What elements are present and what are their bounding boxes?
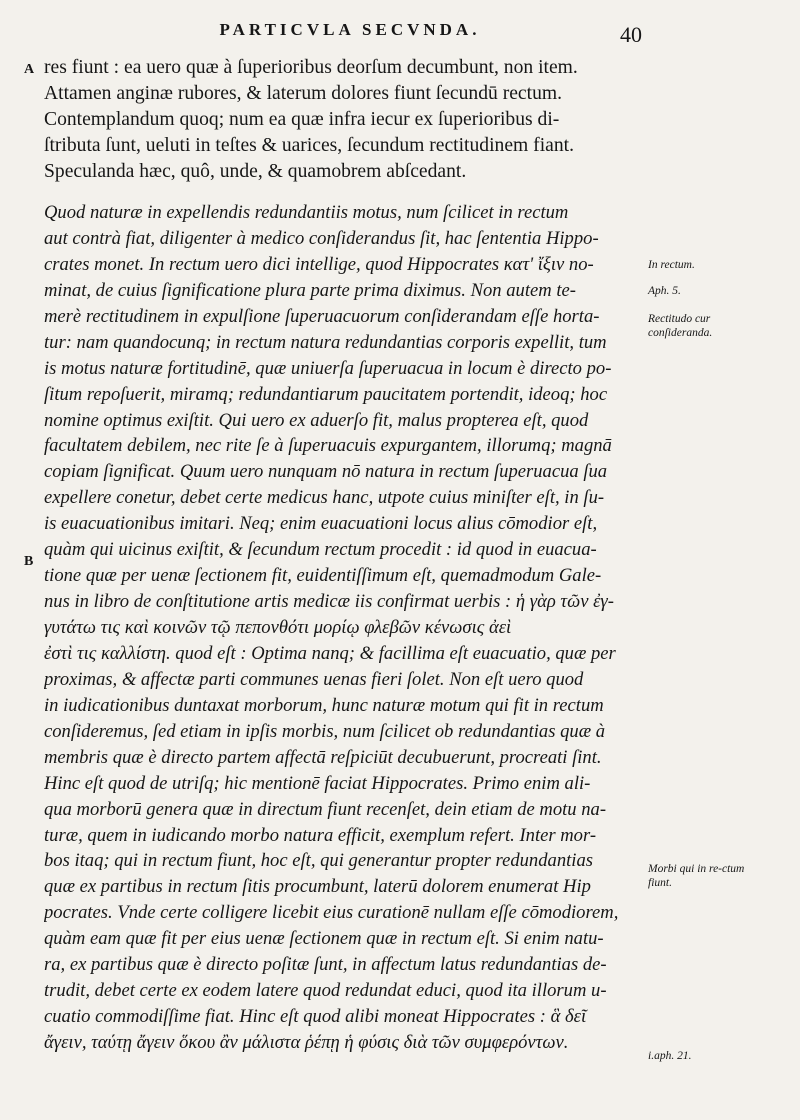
text-line: ra, ex partibus quæ è directo poſitæ ſunt, in affectum latus redundantias de-	[44, 954, 607, 976]
roman-paragraph	[44, 55, 640, 185]
text-line: aut contrà fiat, diligenter à medico conſiderandus ſit, hac ſententia Hippo-	[44, 227, 599, 249]
text-line: pocrates. Vnde certe colligere licebit eius curationē nullam eſſe cōmodiorem,	[44, 902, 619, 924]
margin-note-in-rectum: In rectum.	[648, 259, 695, 271]
greek-line: ἄγειν, ταύτῃ ἄγειν ὅκου ἂν μάλιστα ῥέπῃ ἡ φύσις διὰ τῶν συμφερόντων.	[44, 1032, 569, 1053]
margin-note-morbi: Morbi qui in re-ctum fiunt.	[648, 863, 745, 889]
text-line: expellere conetur, debet certe medicus hanc, utpote cuius miniſter eſt, in ſu-	[44, 487, 605, 509]
text-line: ſtributa ſunt, ueluti in teſtes & uarices, ſecundum rectitudinem fiant.	[44, 135, 574, 156]
text-line: crates monet. In rectum uero dici intellige, quod Hippocrates κατ' ἴξιν no-	[44, 253, 594, 275]
margin-note-aph-21: i.aph. 21.	[648, 1050, 692, 1062]
text-line: trudit, debet certe ex eodem latere quod redundat educi, quod ita illorum u-	[44, 980, 607, 1002]
main-text	[44, 55, 640, 1056]
text-line: tur: nam quandocunq; in rectum natura redundantias corporis expellit, tum	[44, 331, 607, 353]
margin-note-aph-5: Aph. 5.	[648, 285, 681, 297]
text-line: quæ ex partibus in rectum ſitis procumbunt, laterū dolorem enumerat Hip	[44, 876, 591, 898]
text-line: in iudicationibus duntaxat morborum, hunc naturæ motum qui fit in rectum	[44, 694, 604, 716]
page-number: 40	[620, 22, 642, 47]
text-line: merè rectitudinem in expulſione ſuperuacuorum conſiderandam eſſe horta-	[44, 305, 600, 327]
text-line: bos itaq; qui in rectum fiunt, hoc eſt, qui generantur propter redundantias	[44, 850, 593, 872]
text-line: cuatio commodiſſime fiat. Hinc eſt quod alibi moneat Hippocrates : ἃ δεῖ	[44, 1006, 587, 1028]
text-line: ſitum repoſuerit, miramq; redundantiarum paucitatem portendit, ideoq; hoc	[44, 383, 608, 405]
greek-line: γυτάτω τις καὶ κοινῶν τῷ πεπονθότι μορίῳ φλεβῶν κένωσις ἀεὶ	[44, 617, 512, 638]
text-line: quàm eam quæ fit per eius uenæ ſectionem quæ in rectum eſt. Si enim natu-	[44, 928, 604, 950]
text-line: Contemplandum quoq; num ea quæ infra iecur ex ſuperioribus di-	[44, 109, 560, 130]
text-line: is motus naturæ fortitudinē, quæ uniuerſa ſuperuacua in locum è directo po-	[44, 357, 612, 379]
section-marker-b: B	[24, 554, 34, 569]
text-line: proximas, & affectæ parti communes uenas fieri ſolet. Non eſt uero quod	[44, 668, 584, 690]
margin-note-rectitudo: Rectitudo cur conſideranda.	[648, 313, 713, 339]
text-line: tione quæ per uenæ ſectionem fit, euidentiſſimum eſt, quemadmodum Gale-	[44, 565, 602, 587]
text-line: ἐστὶ τις καλλίστη. quod eſt : Optima nanq; & facillima eſt euacuatio, quæ per	[44, 642, 616, 664]
text-line: copiam ſignificat. Quum uero nunquam nō natura in rectum ſuperuacua ſua	[44, 461, 608, 483]
text-line: res fiunt : ea uero quæ à ſuperioribus deorſum decumbunt, non item.	[44, 57, 578, 78]
text-line: nus in libro de conſtitutione artis medicæ iis confirmat uerbis : ἡ γὰρ τῶν ἐγ-	[44, 591, 614, 613]
text-line: Attamen anginæ rubores, & laterum dolores fiunt ſecundū rectum.	[44, 83, 563, 104]
section-marker-a: A	[24, 62, 35, 77]
text-line: conſideremus, ſed etiam in ipſis morbis, num ſcilicet ob redundantias quæ à	[44, 720, 606, 742]
text-line: nomine optimus exiſtit. Qui uero ex aduerſo fit, malus propterea eſt, quod	[44, 409, 589, 431]
commentary-paragraph	[44, 200, 640, 1056]
text-line: turæ, quem in iudicando morbo natura efficit, exemplum refert. Inter mor-	[44, 824, 597, 846]
text-line: membris quæ è directo partem affectā reſpiciūt decubuerunt, procreati ſint.	[44, 746, 602, 768]
text-line: Quod naturæ in expellendis redundantiis motus, num ſcilicet in rectum	[44, 202, 569, 223]
text-line: quàm qui uicinus exiſtit, & ſecundum rectum procedit : id quod in euacua-	[44, 539, 597, 561]
text-line: is euacuationibus imitari. Neq; enim euacuationi locus alius cōmodior eſt,	[44, 513, 598, 535]
text-line: Hinc eſt quod de utriſq; hic mentionē faciat Hippocrates. Primo enim ali-	[44, 772, 591, 794]
text-line: Speculanda hæc, quô, unde, & quamobrem abſcedant.	[44, 161, 467, 182]
text-line: facultatem debilem, nec rite ſe à ſuperuacuis expurgantem, illorumq; magnā	[44, 435, 612, 457]
text-line: qua morborū genera quæ in directum fiunt recenſet, dein etiam de motu na-	[44, 798, 607, 820]
text-line: minat, de cuius ſignificatione plura parte prima diximus. Non autem te-	[44, 279, 576, 301]
running-header: PARTICVLA SECVNDA.	[219, 20, 481, 39]
